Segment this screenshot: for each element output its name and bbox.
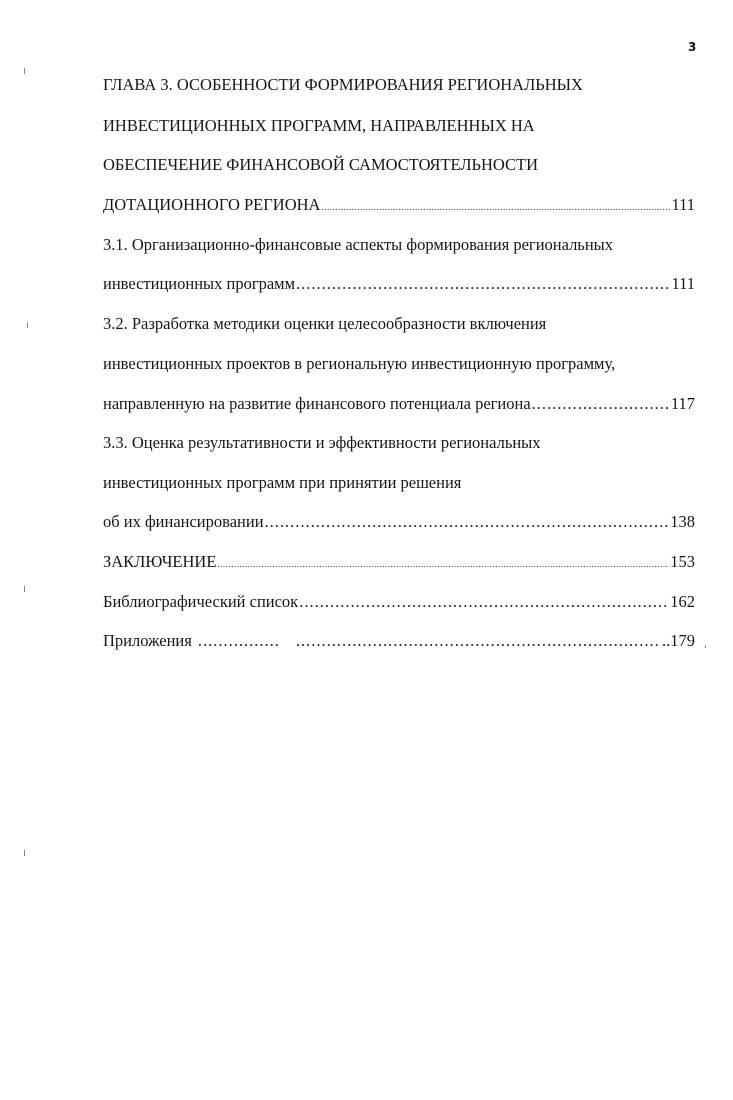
toc-entry-conclusion[interactable] bbox=[103, 552, 695, 574]
toc-bibliography-page: 162 bbox=[670, 592, 695, 611]
toc-s3-2-page: 117 bbox=[670, 394, 695, 413]
leader-dots bbox=[321, 197, 670, 217]
toc-chapter3-line2: ИНВЕСТИЦИОННЫХ ПРОГРАММ, НАПРАВЛЕННЫХ НА bbox=[103, 116, 535, 135]
toc-s3-3-line3: об их финансировании bbox=[103, 512, 264, 531]
leader-dots bbox=[198, 631, 280, 651]
scan-mark bbox=[24, 586, 25, 592]
toc-conclusion-label: ЗАКЛЮЧЕНИЕ bbox=[103, 552, 217, 571]
scan-mark bbox=[24, 850, 25, 856]
toc-s3-1-line1: 3.1. Организационно-финансовые аспекты формирования региональных bbox=[103, 235, 614, 254]
toc-entry-s3-2[interactable] bbox=[103, 394, 695, 414]
toc-s3-3-line2: инвестиционных программ при принятии решения bbox=[103, 473, 462, 492]
leader-dots bbox=[265, 512, 670, 532]
toc-s3-3-page: 138 bbox=[670, 512, 695, 531]
toc-s3-1-line2: инвестиционных программ bbox=[103, 274, 296, 293]
toc-appendices-label: Приложения bbox=[103, 631, 192, 650]
toc-entry-s3-1[interactable] bbox=[103, 274, 695, 294]
toc-entry-bibliography[interactable] bbox=[103, 592, 695, 612]
toc-conclusion-page: 153 bbox=[670, 552, 695, 571]
toc-chapter3-line1: ГЛАВА 3. ОСОБЕННОСТИ ФОРМИРОВАНИЯ РЕГИОНАЛЬНЫХ bbox=[103, 75, 583, 94]
toc-chapter3-page: 111 bbox=[671, 195, 695, 214]
toc-s3-2-line1: 3.2. Разработка методики оценки целесообразности включения bbox=[103, 314, 547, 333]
page-number: 3 bbox=[688, 40, 697, 54]
leader-dots bbox=[217, 554, 669, 574]
toc-s3-1-page: 111 bbox=[671, 274, 695, 293]
scan-mark bbox=[705, 645, 706, 648]
toc-appendices-page: ..179 bbox=[662, 631, 695, 650]
scan-mark bbox=[27, 322, 28, 328]
toc-entry-s3-3[interactable] bbox=[103, 512, 695, 532]
leader-dots bbox=[299, 592, 669, 612]
toc-s3-2-line2: инвестиционных проектов в региональную инвестиционную программу, bbox=[103, 354, 616, 373]
toc-s3-2-line3: направленную на развитие финансового потенциала региона bbox=[103, 394, 531, 413]
toc-entry-appendices[interactable] bbox=[103, 631, 695, 651]
scan-mark bbox=[24, 68, 25, 74]
leader-dots bbox=[296, 274, 670, 294]
toc-bibliography-label: Библиографический список bbox=[103, 592, 299, 611]
toc-chapter3-line3: ОБЕСПЕЧЕНИЕ ФИНАНСОВОЙ САМОСТОЯТЕЛЬНОСТИ bbox=[103, 155, 539, 174]
toc-entry-chapter3[interactable] bbox=[103, 195, 695, 217]
toc-s3-3-line1: 3.3. Оценка результативности и эффективности региональных bbox=[103, 433, 541, 452]
toc-chapter3-line4: ДОТАЦИОННОГО РЕГИОНА bbox=[103, 195, 321, 214]
leader-dots bbox=[296, 631, 661, 651]
leader-dots bbox=[532, 394, 670, 414]
